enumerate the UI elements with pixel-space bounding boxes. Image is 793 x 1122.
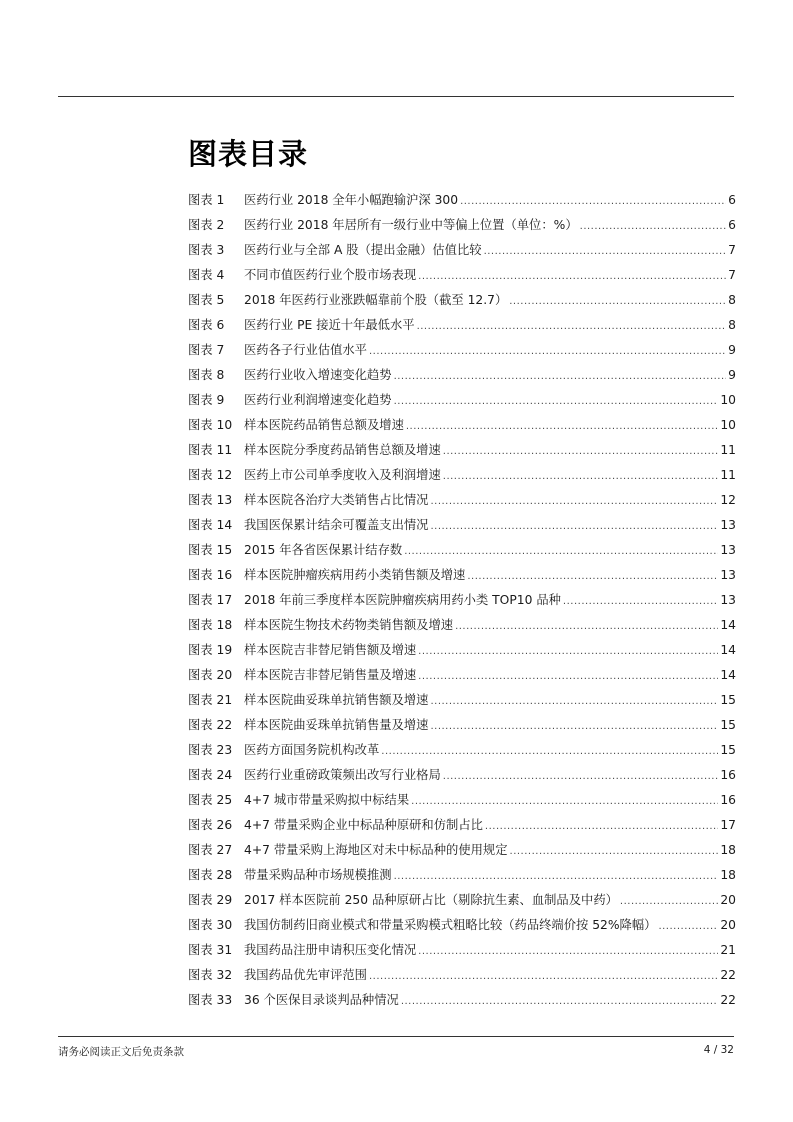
toc-dot-leader [443, 446, 719, 457]
toc-entry-title: 样本医院曲妥珠单抗销售量及增速 [244, 718, 429, 732]
toc-entry-number: 图表 33 [188, 993, 233, 1007]
toc-entry-page: 11 [720, 468, 736, 482]
toc-entry-number: 图表 21 [188, 693, 233, 707]
toc-dot-leader [430, 696, 718, 707]
toc-dot-leader [369, 971, 718, 982]
toc-entry-title: 我国仿制药旧商业模式和带量采购模式粗略比较（药品终端价按 52%降幅） [244, 918, 657, 932]
toc-dot-leader [418, 946, 718, 957]
footer-disclaimer: 请务必阅读正文后免责条款 [58, 1046, 184, 1058]
toc-entry[interactable] [188, 690, 736, 715]
toc-entry-page: 9 [728, 343, 736, 357]
toc-entry-title: 样本医院吉非替尼销售额及增速 [244, 643, 417, 657]
toc-entry-number: 图表 24 [188, 768, 233, 782]
toc-entry-number: 图表 32 [188, 968, 233, 982]
toc-entry-number: 图表 17 [188, 593, 233, 607]
toc-entry-title: 2018 年医药行业涨跌幅靠前个股（截至 12.7） [244, 293, 508, 307]
toc-entry-page: 17 [720, 818, 736, 832]
toc-entry-number: 图表 7 [188, 343, 225, 357]
toc-entry[interactable] [188, 865, 736, 890]
toc-dot-leader [394, 871, 719, 882]
toc-entry[interactable] [188, 840, 736, 865]
toc-entry-number: 图表 13 [188, 493, 233, 507]
toc-entry[interactable] [188, 390, 736, 415]
toc-dot-leader [394, 396, 719, 407]
toc-dot-leader [418, 271, 726, 282]
toc-dot-leader [401, 996, 719, 1007]
toc-entry-title: 样本医院曲妥珠单抗销售额及增速 [244, 693, 429, 707]
toc-dot-leader [443, 771, 719, 782]
toc-entry-page: 9 [728, 368, 736, 382]
toc-entry-page: 14 [720, 643, 736, 657]
toc-dot-leader [369, 346, 726, 357]
toc-entry-page: 6 [728, 193, 736, 207]
toc-entry-page: 15 [720, 718, 736, 732]
toc-entry-number: 图表 4 [188, 268, 225, 282]
toc-entry-page: 6 [728, 218, 736, 232]
toc-entry-title: 医药方面国务院机构改革 [244, 743, 380, 757]
toc-entry-page: 7 [728, 243, 736, 257]
toc-entry-title: 2015 年各省医保累计结存数 [244, 543, 403, 557]
toc-entry[interactable] [188, 990, 736, 1015]
toc-entry-number: 图表 29 [188, 893, 233, 907]
toc-entry-number: 图表 25 [188, 793, 233, 807]
toc-entry-page: 10 [720, 418, 736, 432]
toc-entry[interactable] [188, 590, 736, 615]
toc-entry-title: 4+7 城市带量采购拟中标结果 [244, 793, 410, 807]
toc-entry-page: 18 [720, 868, 736, 882]
toc-entry-page: 8 [728, 318, 736, 332]
toc-entry[interactable] [188, 565, 736, 590]
footer-divider [58, 1036, 734, 1037]
toc-entry-number: 图表 27 [188, 843, 233, 857]
toc-entry[interactable] [188, 890, 736, 915]
toc-entry-title: 我国药品优先审评范围 [244, 968, 367, 982]
toc-entry-number: 图表 10 [188, 418, 233, 432]
toc-entry-title: 样本医院生物技术药物类销售额及增速 [244, 618, 454, 632]
toc-entry-page: 8 [728, 293, 736, 307]
toc-entry[interactable] [188, 965, 736, 990]
toc-entry-title: 带量采购品种市场规模推测 [244, 868, 392, 882]
toc-entry[interactable] [188, 765, 736, 790]
toc-entry-page: 22 [720, 993, 736, 1007]
toc-entry-number: 图表 15 [188, 543, 233, 557]
toc-dot-leader [510, 846, 719, 857]
toc-entry[interactable] [188, 465, 736, 490]
toc-dot-leader [394, 371, 727, 382]
header-divider [58, 96, 734, 97]
toc-entry-number: 图表 8 [188, 368, 225, 382]
toc-entry-page: 15 [720, 743, 736, 757]
toc-dot-leader [411, 796, 718, 807]
toc-dot-leader [460, 196, 726, 207]
toc-dot-leader [430, 496, 718, 507]
toc-entry-page: 13 [720, 543, 736, 557]
toc-entry-number: 图表 20 [188, 668, 233, 682]
toc-entry-title: 2017 样本医院前 250 品种原研占比（剔除抗生素、血制品及中药） [244, 893, 618, 907]
toc-dot-leader [484, 246, 727, 257]
toc-entry-number: 图表 5 [188, 293, 225, 307]
toc-entry-page: 21 [720, 943, 736, 957]
toc-entry-number: 图表 22 [188, 718, 233, 732]
toc-dot-leader [620, 896, 718, 907]
toc-entry-title: 样本医院药品销售总额及增速 [244, 418, 404, 432]
toc-entry-title: 医药行业 PE 接近十年最低水平 [244, 318, 415, 332]
toc-entry-title: 医药行业重磅政策频出改写行业格局 [244, 768, 441, 782]
toc-entry-title: 4+7 带量采购上海地区对未中标品种的使用规定 [244, 843, 508, 857]
toc-entry-page: 7 [728, 268, 736, 282]
toc-entry[interactable] [188, 440, 736, 465]
toc-dot-leader [418, 671, 718, 682]
toc-entry-title: 我国医保累计结余可覆盖支出情况 [244, 518, 429, 532]
toc-entry-number: 图表 9 [188, 393, 225, 407]
toc-entry[interactable] [188, 490, 736, 515]
toc-entry-title: 医药行业 2018 全年小幅跑输沪深 300 [244, 193, 459, 207]
toc-entry[interactable] [188, 540, 736, 565]
toc-entry[interactable] [188, 515, 736, 540]
toc-entry-page: 13 [720, 568, 736, 582]
toc-dot-leader [485, 821, 718, 832]
toc-entry-page: 13 [720, 518, 736, 532]
toc-entry-number: 图表 23 [188, 743, 233, 757]
toc-entry[interactable] [188, 265, 736, 290]
toc-entry-title: 样本医院各治疗大类销售占比情况 [244, 493, 429, 507]
toc-entry-title: 2018 年前三季度样本医院肿瘤疾病用药小类 TOP10 品种 [244, 593, 561, 607]
page-title: 图表目录 [188, 137, 309, 171]
toc-entry-page: 10 [720, 393, 736, 407]
toc-dot-leader [404, 546, 718, 557]
toc-entry[interactable] [188, 340, 736, 365]
toc-entry[interactable] [188, 665, 736, 690]
toc-entry[interactable] [188, 290, 736, 315]
toc-entry-number: 图表 2 [188, 218, 225, 232]
toc-entry-title: 医药各子行业估值水平 [244, 343, 367, 357]
toc-entry-page: 15 [720, 693, 736, 707]
toc-entry-page: 16 [720, 768, 736, 782]
toc-entry-page: 20 [720, 918, 736, 932]
toc-dot-leader [563, 596, 718, 607]
toc-dot-leader [580, 221, 727, 232]
toc-entry-number: 图表 14 [188, 518, 233, 532]
toc-entry[interactable] [188, 215, 736, 240]
toc-entry-title: 医药行业与全部 A 股（提出金融）估值比较 [244, 243, 482, 257]
toc-entry[interactable] [188, 240, 736, 265]
toc-dot-leader [467, 571, 718, 582]
toc-entry-number: 图表 6 [188, 318, 225, 332]
toc-entry[interactable] [188, 190, 736, 215]
page-number: 4 / 32 [703, 1044, 734, 1056]
toc-entry-page: 22 [720, 968, 736, 982]
toc-dot-leader [418, 646, 718, 657]
toc-entry[interactable] [188, 415, 736, 440]
toc-entry-page: 12 [720, 493, 736, 507]
toc-entry-page: 16 [720, 793, 736, 807]
toc-entry-title: 不同市值医药行业个股市场表现 [244, 268, 417, 282]
toc-entry[interactable] [188, 790, 736, 815]
toc-entry-number: 图表 16 [188, 568, 233, 582]
toc-entry-page: 11 [720, 443, 736, 457]
toc-dot-leader [658, 921, 718, 932]
toc-entry-number: 图表 12 [188, 468, 233, 482]
toc-dot-leader [417, 321, 727, 332]
toc-entry-title: 医药上市公司单季度收入及利润增速 [244, 468, 441, 482]
toc-entry-title: 我国药品注册申请积压变化情况 [244, 943, 417, 957]
toc-entry-page: 13 [720, 593, 736, 607]
toc-dot-leader [509, 296, 726, 307]
toc-entry[interactable] [188, 740, 736, 765]
toc-entry[interactable] [188, 615, 736, 640]
toc-entry[interactable] [188, 915, 736, 940]
toc-entry[interactable] [188, 940, 736, 965]
toc-entry-number: 图表 26 [188, 818, 233, 832]
toc-entry[interactable] [188, 815, 736, 840]
toc-entry-number: 图表 19 [188, 643, 233, 657]
toc-dot-leader [381, 746, 718, 757]
toc-entry-number: 图表 31 [188, 943, 233, 957]
toc-dot-leader [443, 471, 719, 482]
toc-entry[interactable] [188, 315, 736, 340]
toc-entry-title: 医药行业 2018 年居所有一级行业中等偏上位置（单位：%） [244, 218, 578, 232]
toc-entry-title: 样本医院肿瘤疾病用药小类销售额及增速 [244, 568, 466, 582]
toc-entry-title: 医药行业收入增速变化趋势 [244, 368, 392, 382]
toc-entry-title: 36 个医保目录谈判品种情况 [244, 993, 399, 1007]
toc-entry-number: 图表 18 [188, 618, 233, 632]
toc-entry[interactable] [188, 715, 736, 740]
toc-entry-number: 图表 11 [188, 443, 233, 457]
toc-entry-number: 图表 28 [188, 868, 233, 882]
toc-entry-number: 图表 3 [188, 243, 225, 257]
toc-entry[interactable] [188, 365, 736, 390]
toc-entry-number: 图表 30 [188, 918, 233, 932]
toc-entry-number: 图表 1 [188, 193, 225, 207]
toc-entry-page: 18 [720, 843, 736, 857]
toc-entry-page: 14 [720, 618, 736, 632]
toc-dot-leader [430, 521, 718, 532]
toc-entry[interactable] [188, 640, 736, 665]
toc-dot-leader [430, 721, 718, 732]
toc-entry-page: 14 [720, 668, 736, 682]
table-of-figures [188, 190, 736, 1015]
toc-entry-title: 4+7 带量采购企业中标品种原研和仿制占比 [244, 818, 483, 832]
toc-entry-title: 样本医院分季度药品销售总额及增速 [244, 443, 441, 457]
toc-entry-title: 样本医院吉非替尼销售量及增速 [244, 668, 417, 682]
toc-entry-page: 20 [720, 893, 736, 907]
toc-entry-title: 医药行业利润增速变化趋势 [244, 393, 392, 407]
toc-dot-leader [455, 621, 718, 632]
toc-dot-leader [406, 421, 718, 432]
